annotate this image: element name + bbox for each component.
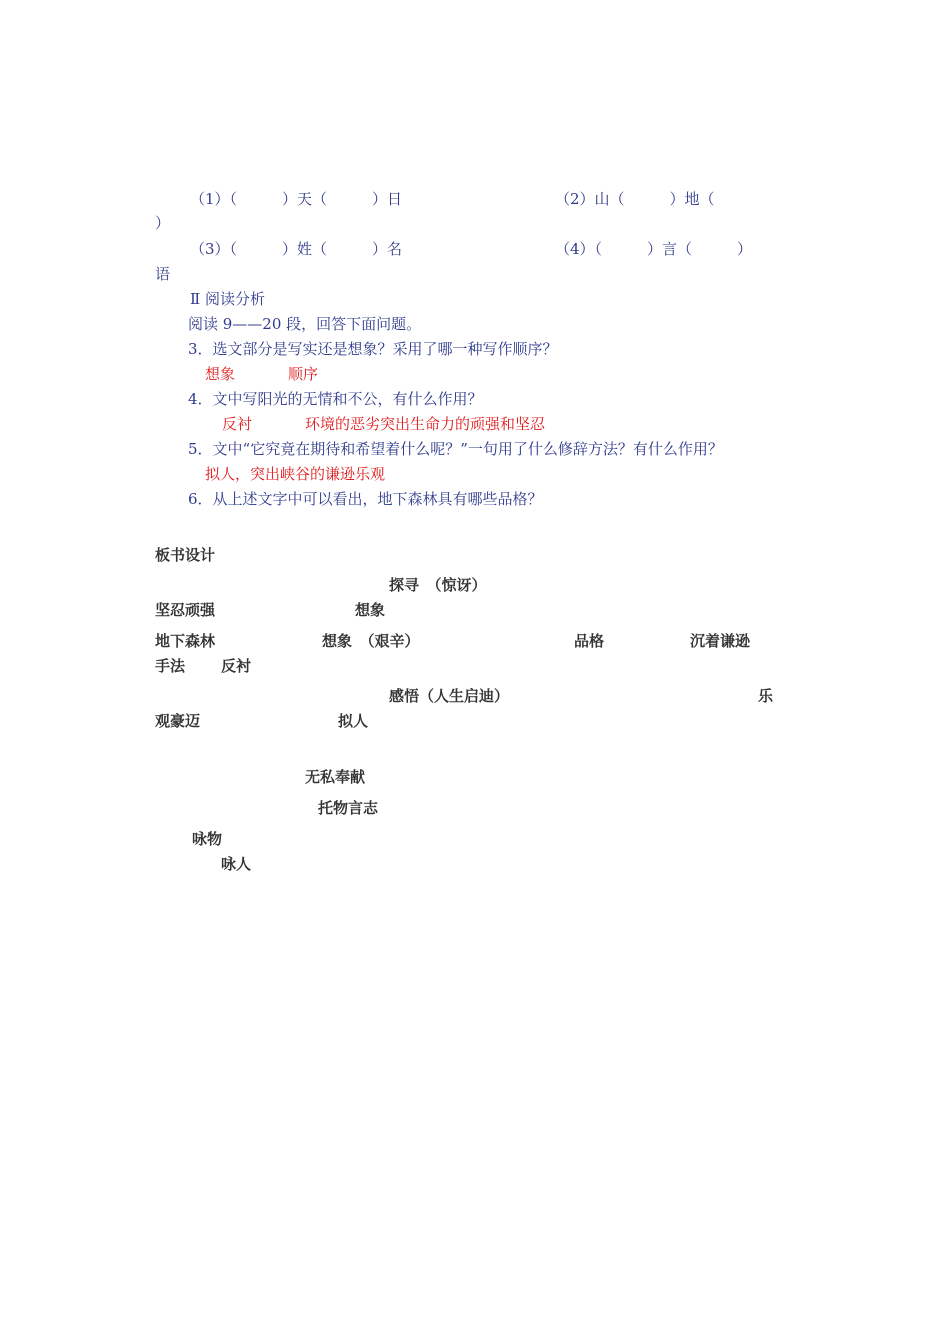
exercise-item-1: （1）（ ）天（ ）日 (190, 190, 403, 208)
reading-section-title: Ⅱ 阅读分析 (190, 290, 265, 308)
board-character: 品格 (574, 632, 605, 650)
board-imagine-1: 想象 (355, 601, 386, 619)
board-humble: 沉着谦逊 (690, 632, 751, 650)
board-insight: 感悟（人生启迪） (389, 687, 510, 705)
board-forest: 地下森林 (155, 632, 216, 650)
question-4: 4．文中写阳光的无情和不公，有什么作用？ (188, 390, 483, 408)
exercise-item-2: （2）山（ ）地（ (555, 190, 715, 208)
board-title: 板书设计 (155, 546, 216, 564)
board-ode-object: 咏物 (192, 830, 223, 848)
answer-4-part1: 反衬 (222, 415, 253, 433)
board-ode-person: 咏人 (221, 855, 252, 873)
answer-4-part2: 环境的恶劣突出生命力的顽强和坚忍 (305, 415, 546, 433)
answer-5: 拟人，突出峡谷的谦逊乐观 (205, 465, 386, 483)
board-imagine-2: 想象 （艰辛） (322, 632, 420, 650)
exercise-item-3: （3）（ ）姓（ ）名 (190, 240, 403, 258)
exercise-item-2-tail: ） (155, 214, 171, 232)
board-firm: 坚忍顽强 (155, 601, 216, 619)
board-optimistic: 观豪迈 (155, 712, 201, 730)
board-aspiration: 托物言志 (318, 799, 379, 817)
board-explore: 探寻 （惊讶） (389, 576, 487, 594)
board-contrast: 反衬 (221, 657, 252, 675)
board-technique: 手法 (155, 657, 186, 675)
board-personify: 拟人 (338, 712, 369, 730)
board-selfless: 无私奉献 (305, 768, 366, 786)
reading-instruction: 阅读 9——20 段，回答下面问题。 (188, 315, 422, 333)
question-5: 5．文中“它究竟在期待和希望着什么呢？”一句用了什么修辞方法？有什么作用？ (188, 440, 723, 458)
answer-3-part2: 顺序 (288, 365, 319, 383)
exercise-item-4: （4）（ ）言（ ） (555, 240, 753, 258)
exercise-item-4-tail: 语 (155, 265, 171, 283)
question-3: 3．选文部分是写实还是想象？采用了哪一种写作顺序？ (188, 340, 558, 358)
question-6: 6．从上述文字中可以看出，地下森林具有哪些品格？ (188, 490, 543, 508)
answer-3-part1: 想象 (205, 365, 236, 383)
board-le: 乐 (758, 687, 774, 705)
